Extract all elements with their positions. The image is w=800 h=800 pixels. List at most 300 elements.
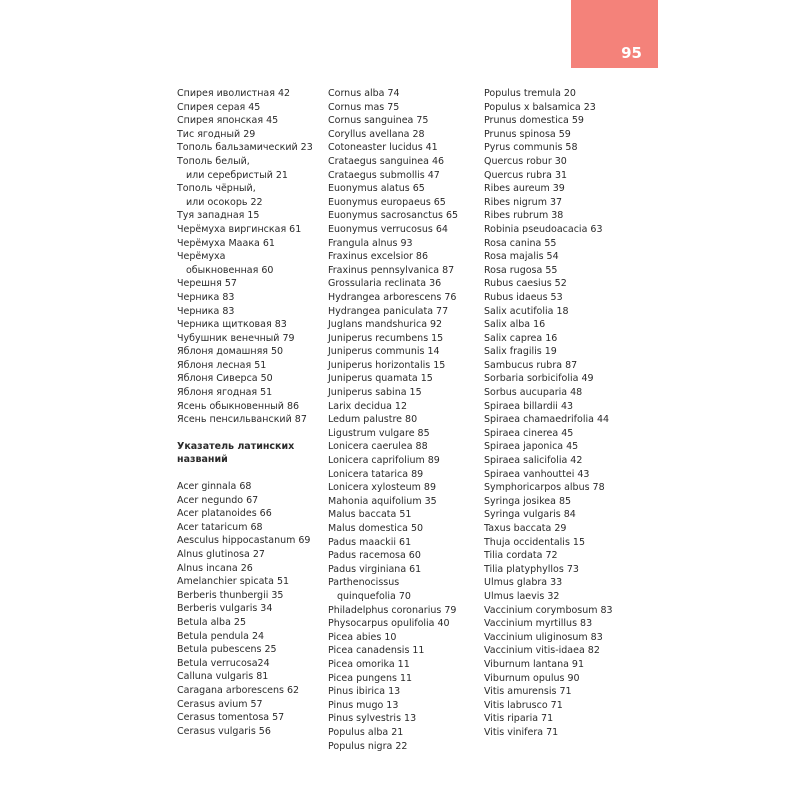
index-page-ref: 51 xyxy=(276,576,290,588)
index-entry xyxy=(177,630,313,644)
index-term: обыкновенная xyxy=(186,264,259,276)
index-term: Grossularia reclinata xyxy=(328,278,427,290)
index-entry xyxy=(484,536,613,550)
index-page-ref: 68 xyxy=(239,481,252,493)
index-term: Ribes aureum xyxy=(484,183,550,195)
index-page-ref: 55 xyxy=(544,237,557,249)
index-term: Padus virginiana xyxy=(328,563,407,575)
index-term: Ribes rubrum xyxy=(484,210,549,222)
index-entry xyxy=(484,440,613,454)
index-page-ref: 83 xyxy=(580,618,593,630)
index-term: Juniperus recumbens xyxy=(328,332,429,344)
index-page-ref: 91 xyxy=(571,658,584,670)
index-term: Euonymus verrucosus xyxy=(328,223,433,235)
index-entry xyxy=(484,672,613,686)
index-term: Pyrus communis xyxy=(484,142,563,154)
index-term: Ligustrum vulgare xyxy=(328,427,415,439)
index-page-ref: 84 xyxy=(563,509,576,521)
index-entry xyxy=(177,101,313,115)
index-term: Salix acutifolia xyxy=(484,305,554,317)
index-entry xyxy=(484,101,613,115)
index-page-ref: 56 xyxy=(258,725,271,737)
index-entry xyxy=(328,508,458,522)
index-column-3 xyxy=(484,87,613,740)
index-page-ref: 93 xyxy=(400,237,413,249)
index-term: Malus domestica xyxy=(328,523,408,534)
index-page-ref: 34 xyxy=(260,603,273,615)
index-entry xyxy=(177,155,313,169)
index-entry xyxy=(328,250,458,264)
latin-index-heading-line-2: названий xyxy=(177,454,228,466)
index-entry xyxy=(177,264,313,278)
index-page-ref: 57 xyxy=(224,278,237,290)
index-page-ref: 83 xyxy=(600,604,613,616)
index-page-ref: 42 xyxy=(570,455,583,467)
index-term: Vitis amurensis xyxy=(484,686,557,698)
index-term: Larix decidua xyxy=(328,400,392,412)
index-term: quinquefolia xyxy=(337,590,396,602)
index-page-ref: 72 xyxy=(545,550,558,562)
index-page-ref: 59 xyxy=(558,128,571,140)
index-term: Lonicera xylosteum xyxy=(328,482,421,494)
index-entry xyxy=(484,169,613,183)
index-term: Betula alba xyxy=(177,616,231,628)
index-term: Vaccinium vitis-idaea xyxy=(484,645,585,657)
index-page-ref: 38 xyxy=(551,210,564,222)
index-page-ref: 50 xyxy=(271,346,284,358)
index-page-ref: 45 xyxy=(266,115,279,127)
index-entry xyxy=(484,332,613,346)
index-term: Vitis vinifera xyxy=(484,726,544,738)
index-term: Euonymus alatus xyxy=(328,183,410,195)
index-term: Vaccinium uliginosum xyxy=(484,631,588,643)
index-page-ref: 89 xyxy=(427,455,440,467)
index-term: Syringa josikea xyxy=(484,495,556,507)
index-page-ref: 23 xyxy=(583,101,596,113)
index-term: Viburnum lantana xyxy=(484,658,569,670)
index-entry xyxy=(177,277,313,291)
index-page-ref: 62 xyxy=(287,684,300,696)
index-page-ref: 52 xyxy=(554,278,567,290)
index-page-ref: 77 xyxy=(436,305,449,317)
index-entry xyxy=(328,454,458,468)
index-term: Sambucus rubra xyxy=(484,359,563,371)
index-entry xyxy=(484,182,613,196)
index-page-ref: 11 xyxy=(400,672,413,684)
index-entry xyxy=(328,237,458,251)
index-column-2 xyxy=(328,87,458,753)
index-page-ref: 87 xyxy=(294,414,307,426)
index-term: Sorbaria sorbicifolia xyxy=(484,373,579,385)
index-term: Fraxinus excelsior xyxy=(328,251,413,263)
index-term: Vitis labrusco xyxy=(484,699,548,711)
index-page-ref: 85 xyxy=(558,495,572,507)
index-term: Ulmus laevis xyxy=(484,590,545,602)
index-entry xyxy=(484,386,613,400)
index-page-ref: 71 xyxy=(546,726,559,738)
index-term: Тополь белый, xyxy=(177,155,250,167)
index-page-ref: 36 xyxy=(429,278,442,290)
latin-index-list-part-2 xyxy=(328,87,458,753)
index-page-ref: 15 xyxy=(433,359,446,371)
index-term: Ledum palustre xyxy=(328,414,403,426)
index-entry xyxy=(484,413,613,427)
index-entry xyxy=(484,87,613,101)
index-term: Salix alba xyxy=(484,319,531,331)
index-page-ref: 10 xyxy=(384,631,397,643)
index-entry xyxy=(328,590,458,604)
index-page-ref: 15 xyxy=(247,210,260,222)
index-entry xyxy=(328,223,458,237)
index-term: Coryllus avellana xyxy=(328,128,410,140)
index-term: Juglans mandshurica xyxy=(328,319,428,331)
index-entry xyxy=(328,87,458,101)
index-page-ref: 14 xyxy=(427,346,440,358)
index-term: Picea abies xyxy=(328,631,382,643)
index-entry xyxy=(484,264,613,278)
index-term: Ulmus glabra xyxy=(484,577,548,589)
index-term: Juniperus quamata xyxy=(328,373,418,385)
index-term: Lonicera caerulea xyxy=(328,441,413,453)
index-entry xyxy=(177,616,313,630)
index-term: Taxus baccata xyxy=(484,523,552,534)
index-page-ref: 83 xyxy=(222,291,235,303)
index-entry xyxy=(484,372,613,386)
index-entry xyxy=(484,250,613,264)
index-page-ref: 88 xyxy=(415,441,428,453)
index-entry xyxy=(177,114,313,128)
index-term: Cornus mas xyxy=(328,101,385,113)
index-term: Syringa vulgaris xyxy=(484,509,561,521)
index-page-ref: 45 xyxy=(248,101,261,113)
index-term: Черника xyxy=(177,305,220,317)
index-page-ref: 73 xyxy=(566,563,579,575)
index-entry xyxy=(328,413,458,427)
index-term: Parthenocissus xyxy=(328,577,400,589)
index-entry xyxy=(328,549,458,563)
index-entry xyxy=(328,576,458,590)
index-page-ref: 51 xyxy=(260,387,273,399)
index-entry xyxy=(177,223,313,237)
index-term: Juniperus sabina xyxy=(328,387,407,399)
index-page-ref: 89 xyxy=(423,482,436,494)
index-term: Sorbus aucuparia xyxy=(484,387,568,399)
index-page-ref: 79 xyxy=(282,332,295,344)
index-entry xyxy=(177,128,313,142)
latin-index-list-part-3 xyxy=(484,87,613,740)
index-term: Vitis riparia xyxy=(484,713,539,725)
index-term: Tilia platyphyllos xyxy=(484,563,564,575)
index-entry xyxy=(328,128,458,142)
index-term: Spiraea chamaedrifolia xyxy=(484,414,594,426)
index-page-ref: 63 xyxy=(590,223,603,235)
index-term: Cornus sanguinea xyxy=(328,115,414,127)
index-term: Picea pungens xyxy=(328,672,397,684)
index-term: Pinus ibirica xyxy=(328,686,386,698)
index-term: Vaccinium corymbosum xyxy=(484,604,598,616)
index-entry xyxy=(328,658,458,672)
index-entry xyxy=(177,602,313,616)
index-term: Alnus glutinosa xyxy=(177,549,250,560)
index-term: Betula pubescens xyxy=(177,644,262,656)
index-page-ref: 21 xyxy=(391,726,404,738)
index-page-ref: 87 xyxy=(565,359,578,371)
index-page-ref: 16 xyxy=(533,319,546,331)
index-term: Cornus alba xyxy=(328,88,385,99)
index-page-ref: 71 xyxy=(550,699,563,711)
index-entry xyxy=(484,481,613,495)
index-term: Яблоня лесная xyxy=(177,359,252,371)
index-entry xyxy=(484,128,613,142)
index-term: Populus alba xyxy=(328,726,389,738)
index-page-ref: 74 xyxy=(387,88,400,99)
index-entry xyxy=(177,372,313,386)
index-term: Спирея японская xyxy=(177,115,264,127)
index-term: Черника xyxy=(177,291,220,303)
index-entry xyxy=(328,440,458,454)
index-term: Cerasus tomentosa xyxy=(177,712,270,724)
index-term: Черёмуха Маака xyxy=(177,237,260,249)
index-entry xyxy=(328,114,458,128)
index-page-ref: 66 xyxy=(259,508,272,520)
index-page-ref: 60 xyxy=(408,550,421,562)
index-entry xyxy=(328,400,458,414)
index-term: Padus maackii xyxy=(328,536,397,548)
index-entry xyxy=(177,291,313,305)
index-entry xyxy=(328,685,458,699)
index-page-ref: 13 xyxy=(386,699,399,711)
index-term: Padus racemosa xyxy=(328,550,406,562)
index-page-ref: 25 xyxy=(233,616,246,628)
index-entry xyxy=(328,522,458,536)
index-page-ref: 68 xyxy=(250,521,263,533)
index-term: Rubus idaeus xyxy=(484,291,548,303)
index-page-ref: 13 xyxy=(388,686,401,698)
index-entry xyxy=(484,209,613,223)
index-page-ref: 44 xyxy=(596,414,610,426)
index-page-ref: 71 xyxy=(541,713,554,725)
index-term: Тополь чёрный, xyxy=(177,183,256,195)
index-page-ref: 11 xyxy=(397,658,410,670)
index-term: Яблоня домашняя xyxy=(177,346,268,358)
index-entry xyxy=(177,237,313,251)
index-page-ref: 15 xyxy=(409,387,422,399)
index-term: Черёмуха виргинская xyxy=(177,223,287,235)
index-page-ref: 51 xyxy=(399,509,412,521)
index-page-ref: 83 xyxy=(590,631,603,643)
index-entry xyxy=(177,575,313,589)
index-entry xyxy=(484,141,613,155)
index-page-ref: 79 xyxy=(444,604,457,616)
index-term: Aesculus hippocastanum xyxy=(177,535,296,547)
index-term: Cerasus vulgaris xyxy=(177,725,256,737)
index-entry xyxy=(484,658,613,672)
index-page-ref: 50 xyxy=(410,523,424,534)
index-page-ref: 26 xyxy=(240,562,253,574)
index-page-ref: 89 xyxy=(411,468,424,480)
index-page-ref: 86 xyxy=(415,251,429,263)
index-term: Спирея серая xyxy=(177,101,246,113)
index-entry xyxy=(328,644,458,658)
index-page-ref: 51 xyxy=(254,359,267,371)
index-term: Spiraea vanhouttei xyxy=(484,468,575,480)
index-term: или серебристый xyxy=(186,169,273,181)
index-page-ref: 61 xyxy=(262,237,275,249)
index-entry xyxy=(484,223,613,237)
index-page-ref: 46 xyxy=(431,155,445,167)
latin-index-heading xyxy=(177,440,313,467)
index-term: Pinus mugo xyxy=(328,699,384,711)
index-entry xyxy=(484,685,613,699)
index-term: Cerasus avium xyxy=(177,698,248,710)
index-entry xyxy=(177,386,313,400)
index-entry xyxy=(177,589,313,603)
index-page-ref: 45 xyxy=(561,427,574,439)
index-term: Calluna vulgaris xyxy=(177,671,254,683)
index-page-ref: 49 xyxy=(581,373,594,385)
index-term: Туя западная xyxy=(177,210,245,222)
index-term: Physocarpus opulifolia xyxy=(328,618,435,630)
index-entry xyxy=(484,699,613,713)
index-page-ref: 57 xyxy=(272,712,285,724)
index-entry xyxy=(328,672,458,686)
index-term: Berberis thunbergii xyxy=(177,589,269,601)
index-term: Salix caprea xyxy=(484,332,543,344)
index-entry xyxy=(328,209,458,223)
index-entry xyxy=(328,291,458,305)
index-entry xyxy=(177,494,313,508)
index-term: Тополь бальзамический xyxy=(177,142,298,154)
index-page-ref: 67 xyxy=(246,494,259,506)
index-term: Acer platanoides xyxy=(177,508,257,520)
index-term: Rosa rugosa xyxy=(484,264,543,276)
index-term: Черешня xyxy=(177,278,222,290)
index-term: Amelanchier spicata xyxy=(177,576,274,588)
index-term: Malus baccata xyxy=(328,509,397,521)
index-term: Alnus incana xyxy=(177,562,238,574)
index-entry xyxy=(328,563,458,577)
index-entry xyxy=(484,359,613,373)
index-entry xyxy=(328,196,458,210)
index-term: Juniperus communis xyxy=(328,346,425,358)
index-term: Symphoricarpos albus xyxy=(484,482,590,494)
index-page-ref: 23 xyxy=(300,142,313,154)
index-term: Черёмуха xyxy=(177,251,226,263)
index-entry xyxy=(484,277,613,291)
index-term: Acer negundo xyxy=(177,494,244,506)
index-page-ref: 65 xyxy=(445,210,459,222)
index-entry xyxy=(328,468,458,482)
index-entry xyxy=(177,400,313,414)
index-term: Frangula alnus xyxy=(328,237,398,249)
index-term: Pinus sylvestris xyxy=(328,713,402,725)
index-term: Quercus robur xyxy=(484,155,552,167)
index-page-ref: 83 xyxy=(222,305,235,317)
index-page-ref: 55 xyxy=(545,264,558,276)
index-entry xyxy=(177,643,313,657)
index-page-ref: 53 xyxy=(550,291,563,303)
index-term: Picea omorika xyxy=(328,658,395,670)
index-term: Спирея иволистная xyxy=(177,88,275,99)
index-page-ref: 22 xyxy=(250,196,263,208)
index-page-ref: 43 xyxy=(560,400,574,412)
index-term: Salix fragilis xyxy=(484,346,542,358)
index-page-ref: 13 xyxy=(404,713,417,725)
index-entry xyxy=(484,576,613,590)
index-entry xyxy=(328,617,458,631)
index-entry xyxy=(484,726,613,740)
index-page-ref: 65 xyxy=(412,183,425,195)
index-entry xyxy=(177,196,313,210)
index-page-ref: 60 xyxy=(261,264,274,276)
index-entry xyxy=(177,141,313,155)
index-term: Thuja occidentalis xyxy=(484,536,570,548)
index-term: Spiraea cinerea xyxy=(484,427,559,439)
index-page-ref: 75 xyxy=(387,101,400,113)
index-entry xyxy=(177,480,313,494)
page-number: 95 xyxy=(621,44,642,62)
index-entry xyxy=(484,305,613,319)
index-entry xyxy=(328,305,458,319)
index-entry xyxy=(177,670,313,684)
index-entry xyxy=(328,182,458,196)
index-page-ref: 85 xyxy=(417,427,430,439)
index-entry xyxy=(328,277,458,291)
index-entry xyxy=(328,372,458,386)
index-page-ref: 71 xyxy=(559,686,572,698)
index-entry xyxy=(328,345,458,359)
index-page-ref: 59 xyxy=(571,115,584,127)
index-term: Betula verrucosa24 xyxy=(177,657,270,669)
index-entry xyxy=(484,644,613,658)
index-entry xyxy=(484,400,613,414)
index-term: Populus x balsamica xyxy=(484,101,581,113)
index-page-ref: 82 xyxy=(587,645,600,657)
index-entry xyxy=(177,548,313,562)
index-entry xyxy=(484,427,613,441)
latin-index-heading-line-1: Указатель латинских xyxy=(177,440,295,452)
index-term: Spiraea japonica xyxy=(484,441,564,453)
index-page-ref: 11 xyxy=(412,645,425,657)
index-page-ref: 42 xyxy=(277,88,291,99)
index-entry xyxy=(177,359,313,373)
index-page-ref: 15 xyxy=(431,332,444,344)
index-page-ref: 18 xyxy=(556,305,569,317)
index-entry xyxy=(177,345,313,359)
index-entry xyxy=(484,345,613,359)
index-page-ref: 16 xyxy=(545,332,558,344)
index-entry xyxy=(177,711,313,725)
index-page-ref: 57 xyxy=(250,698,263,710)
index-term: Prunus domestica xyxy=(484,115,569,127)
index-page-ref: 28 xyxy=(412,128,425,140)
index-page-ref: 80 xyxy=(405,414,418,426)
index-page-ref: 61 xyxy=(289,223,302,235)
index-term: Тис ягодный xyxy=(177,128,241,140)
index-page-ref: 30 xyxy=(554,155,567,167)
index-term: Tilia cordata xyxy=(484,550,543,562)
index-term: Acer ginnala xyxy=(177,481,237,493)
index-term: Fraxinus pennsylvanica xyxy=(328,264,440,276)
index-page-ref: 76 xyxy=(444,291,457,303)
index-term: Quercus rubra xyxy=(484,169,552,181)
index-term: Acer tataricum xyxy=(177,521,248,533)
index-term: Spiraea salicifolia xyxy=(484,455,568,467)
index-page-ref: 29 xyxy=(554,523,567,534)
index-page-ref: 39 xyxy=(552,183,565,195)
index-entry xyxy=(328,169,458,183)
index-page-ref: 54 xyxy=(546,251,559,263)
